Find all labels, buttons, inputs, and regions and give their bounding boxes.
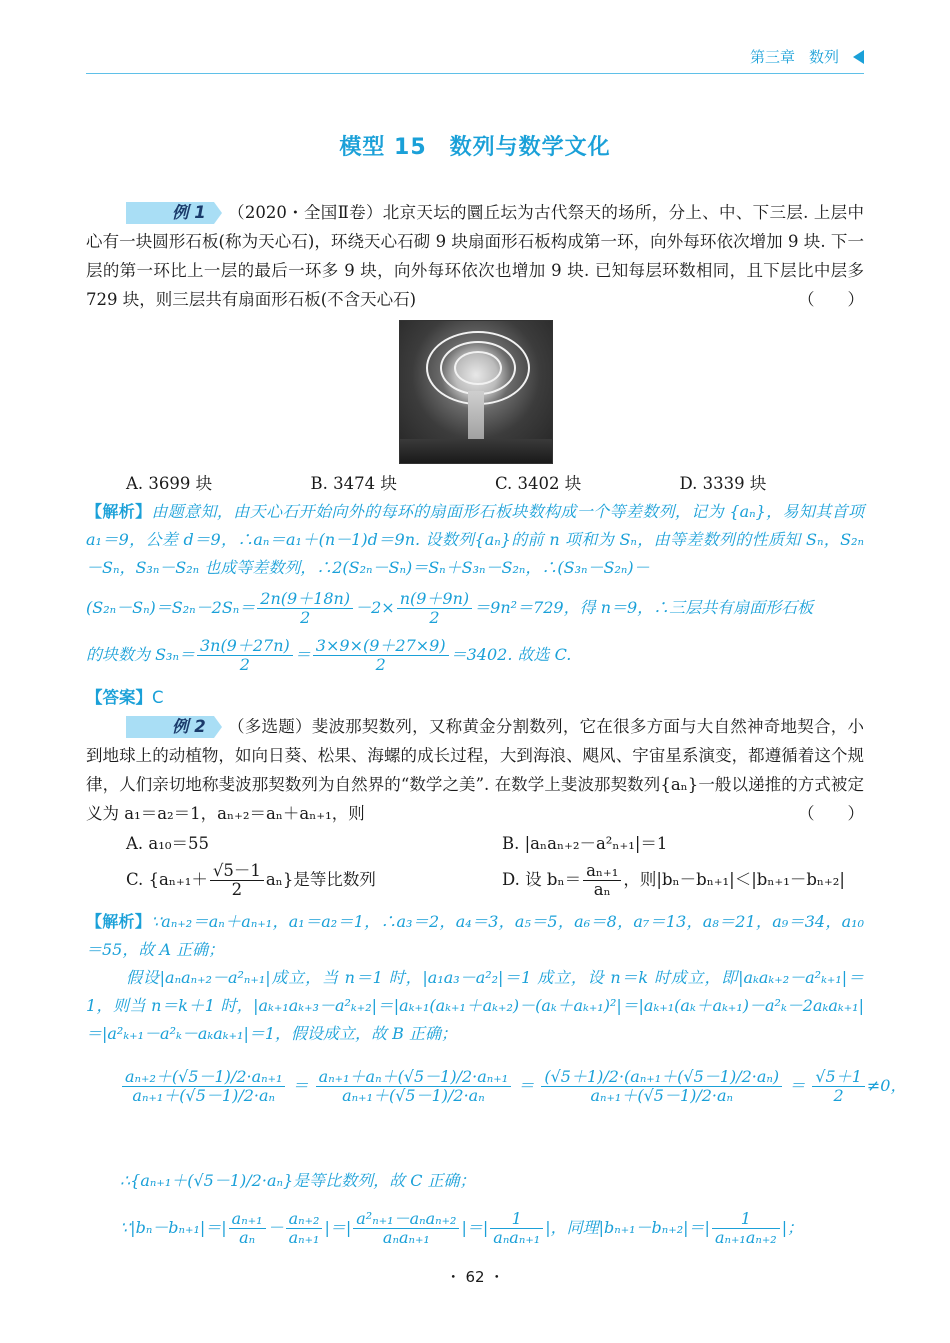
fraction — [122, 1068, 285, 1105]
example-2-solution — [86, 908, 864, 1048]
denominator: 2 — [300, 608, 311, 627]
example-2-text: （多选题）斐波那契数列，又称黄金分割数列，它在很多方面与大自然神奇地契合，小到地球上的动植物，如向日葵、松果、海螺的成长过程，大到海浪、飓风、宇宙星系演变，都遵循着这个规律，人们亲切地称斐波那契数列为自然界的“数学之美”. 在数学上斐波那契数列{aₙ}一般以递推的方式被定义为 a₁＝a₂＝1，aₙ₊₂＝aₙ＋aₙ₊₁，则 — [86, 717, 864, 823]
numerator: 3×9×(9＋27×9) — [313, 637, 449, 656]
numerator: aₙ₊₁ — [229, 1210, 266, 1229]
numerator: (√5＋1)/2·(aₙ₊₁＋(√5－1)/2·aₙ) — [541, 1068, 782, 1087]
example-1-solution — [86, 498, 864, 674]
solution-label: 【解析】 — [86, 912, 152, 931]
option-c-pre: C. {aₙ₊₁＋ — [126, 870, 208, 889]
solution-label: 【解析】 — [86, 502, 152, 521]
fraction — [712, 1210, 780, 1247]
solution-line-1: 由题意知，由天心石开始向外的每环的扇面形石板块数构成一个等差数列，记为 {aₙ}，易知其首项 a₁＝9，公差 d＝9，∴aₙ＝a₁＋(n－1)d＝9n. 设数列{aₙ}的前 n 项和为 Sₙ，由等差数列的性质知 Sₙ，S₂ₙ－Sₙ，S₃ₙ－S₂ₙ 也成等差数列，∴2(S₂ₙ－Sₙ)＝Sₙ＋S₃ₙ－S₂ₙ，∴(S₃ₙ－S₂ₙ)－ — [86, 502, 864, 577]
section-label: 数列 — [808, 48, 839, 66]
option-c: C. 3402 块 — [495, 474, 582, 493]
example-1-answer — [86, 684, 164, 708]
example-2 — [86, 712, 864, 828]
option-b: B. 3474 块 — [310, 474, 397, 493]
fraction — [286, 1210, 323, 1247]
chapter-label: 第三章 — [749, 48, 795, 66]
numerator: 1 — [490, 1210, 543, 1229]
denominator: aₙ₊₁＋(√5－1)/2·aₙ — [132, 1086, 276, 1105]
fraction — [583, 862, 621, 899]
page-number: ・ 62 ・ — [445, 1268, 505, 1286]
numerator: aₙ₊₂＋(√5－1)/2·aₙ₊₁ — [122, 1068, 285, 1087]
fraction — [229, 1210, 266, 1247]
example-1-tag: 例 1 — [126, 202, 214, 224]
option-a: A. a₁₀＝55 — [126, 834, 209, 853]
fraction — [353, 1210, 459, 1247]
numerator: aₙ₊₂ — [286, 1210, 323, 1229]
option-d — [502, 862, 845, 899]
denominator: aₙ₊₁＋(√5－1)/2·aₙ — [590, 1086, 734, 1105]
solution-c-conclusion: ∴{aₙ₊₁＋(√5－1)/2·aₙ}是等比数列，故 C 正确； — [120, 1171, 476, 1190]
solution-line-3c: ＝3402. 故选 C. — [450, 645, 572, 664]
equation-tail: ≠0， — [866, 1076, 907, 1095]
option-b: B. |aₙaₙ₊₂－a²ₙ₊₁|＝1 — [502, 834, 668, 853]
answer-value: C — [152, 688, 164, 707]
denominator: 2 — [429, 608, 440, 627]
example-1-options — [126, 470, 864, 494]
solution-line-2a: (S₂ₙ－Sₙ)＝S₂ₙ－2Sₙ＝ — [86, 598, 256, 617]
numerator: aₙ₊₁＋aₙ＋(√5－1)/2·aₙ₊₁ — [316, 1068, 512, 1087]
numerator: 3n(9＋27n) — [197, 637, 293, 656]
denominator: aₙ₊₁aₙ₊₂ — [714, 1228, 777, 1247]
option-d-pre: D. 设 bₙ＝ — [502, 870, 582, 889]
example-1 — [86, 198, 864, 314]
fraction — [210, 862, 264, 899]
denominator: 2 — [239, 655, 250, 674]
solution-line-3b: ＝ — [294, 645, 311, 664]
denominator: aₙaₙ₊₁ — [382, 1228, 430, 1247]
numerator: a²ₙ₊₁－aₙaₙ₊₂ — [353, 1210, 459, 1229]
denominator: aₙ₊₁ — [288, 1228, 320, 1247]
answer-label: 【答案】 — [86, 688, 152, 707]
d-pre: ∵|bₙ－bₙ₊₁|＝ — [120, 1218, 222, 1237]
option-d: D. 3339 块 — [679, 474, 767, 493]
page-title: 模型 15 数列与数学文化 — [339, 135, 611, 160]
example-1-answer-blank: （ ） — [798, 290, 864, 309]
denominator: 2 — [375, 655, 386, 674]
solution-c-equation: $\frac{\text{aₙ₊₂＋(√5－1)/2·aₙ₊₁}}{\text{aₙ₊₁＋(√5－1)/2·aₙ}}$ ＝ $\frac{\text{aₙ₊₁＋aₙ＋(√5－1)/2·aₙ₊₁}}{\text{aₙ₊₁＋(√5－1)/2·aₙ}}$ ＝ $\frac{\text{(√5＋1)/2·(aₙ₊₁＋(√5－1)/2·aₙ)}}{\text{aₙ₊₁＋(√5－1)/2·aₙ}}$ ＝ $\frac{√5+1}{2}$ ≠0， — [120, 1068, 906, 1105]
denominator: aₙ — [239, 1228, 256, 1247]
example-2-tag: 例 2 — [126, 716, 214, 738]
fraction — [812, 1068, 865, 1105]
running-header — [750, 46, 864, 67]
numerator: √5－1 — [210, 862, 264, 881]
numerator: aₙ₊₁ — [583, 862, 621, 881]
denominator: aₙaₙ₊₁ — [493, 1228, 541, 1247]
d-end: ； — [787, 1218, 804, 1237]
example-2-answer-blank: （ ） — [798, 804, 864, 823]
header-rule — [86, 73, 864, 74]
numerator: n(9＋9n) — [397, 590, 472, 609]
triangle-left-icon — [853, 50, 864, 64]
fraction — [541, 1068, 782, 1105]
d-mid: ，同理|bₙ₊₁－bₙ₊₂|＝ — [550, 1218, 705, 1237]
option-c-post: aₙ}是等比数列 — [265, 870, 376, 889]
denominator: 2 — [833, 1086, 844, 1105]
denominator: aₙ₊₁＋(√5－1)/2·aₙ — [342, 1086, 485, 1105]
fraction — [316, 1068, 512, 1105]
fraction — [313, 637, 449, 674]
solution-d-equation: ∵|bₙ－bₙ₊₁|＝| $\frac{\text{aₙ₊₁}}{\text{aₙ}}$ － $\frac{\text{aₙ₊₂}}{\text{aₙ₊₁}}$ |＝| $\frac{\text{a²ₙ₊₁－aₙaₙ₊₂}}{\text{aₙaₙ₊₁}}$ |＝| $\frac{1}{\text{aₙaₙ₊₁}}$ |，同理|bₙ₊₁－bₙ₊₂|＝| $\frac{1}{\text{aₙ₊₁aₙ₊₂}}$ |； — [120, 1209, 804, 1247]
numerator: √5＋1 — [812, 1068, 865, 1087]
option-a: A. 3699 块 — [126, 474, 213, 493]
solution-line-3a: 的块数为 S₃ₙ＝ — [86, 645, 195, 664]
solution-line-2b: －2× — [355, 598, 395, 617]
option-c — [126, 862, 376, 899]
numerator: 1 — [712, 1210, 780, 1229]
example-1-text: （2020・全国Ⅱ卷）北京天坛的圜丘坛为古代祭天的场所，分上、中、下三层. 上层中心有一块圆形石板(称为天心石)，环绕天心石砌 9 块扇面形石板构成第一环，向外每环依次增加 9 块. 下一层的第一环比上一层的最后一环多 9 块，向外每环依次也增加 9 块. 已知每层环数相同，且下层比中层多 729 块，则三层共有扇面形石板(不含天心石) — [86, 203, 864, 309]
tiantan-photo — [399, 320, 553, 464]
option-d-post: ，则|bₙ－bₙ₊₁|＜|bₙ₊₁－bₙ₊₂| — [623, 870, 845, 889]
solution-a: ∵aₙ₊₂＝aₙ＋aₙ₊₁，a₁＝a₂＝1，∴a₃＝2，a₄＝3，a₅＝5，a₆＝8，a₇＝13，a₈＝21，a₉＝34，a₁₀＝55，故 A 正确； — [86, 912, 864, 959]
fraction — [197, 637, 293, 674]
denominator: aₙ — [593, 880, 611, 899]
fraction — [397, 590, 472, 627]
denominator: 2 — [231, 880, 243, 899]
solution-b: 假设|aₙaₙ₊₂－a²ₙ₊₁|成立，当 n＝1 时，|a₁a₃－a²₂|＝1 成立，设 n＝k 时成立，即|aₖaₖ₊₂－a²ₖ₊₁|＝1，则当 n＝k＋1 时，|aₖ₊₁aₖ₊₃－a²ₖ₊₂|＝|aₖ₊₁(aₖ₊₁＋aₖ₊₂)－(aₖ＋aₖ₊₁)²|＝|aₖ₊₁(aₖ＋aₖ₊₁)－a²ₖ－2aₖaₖ₊₁|＝|a²ₖ₊₁－a²ₖ－aₖaₖ₊₁|＝1，假设成立，故 B 正确； — [86, 968, 864, 1043]
numerator: 2n(9＋18n) — [257, 590, 353, 609]
solution-line-2c: ＝9n²＝729，得 n＝9，∴三层共有扇面形石板 — [474, 598, 814, 617]
fraction — [257, 590, 353, 627]
fraction — [490, 1210, 543, 1247]
